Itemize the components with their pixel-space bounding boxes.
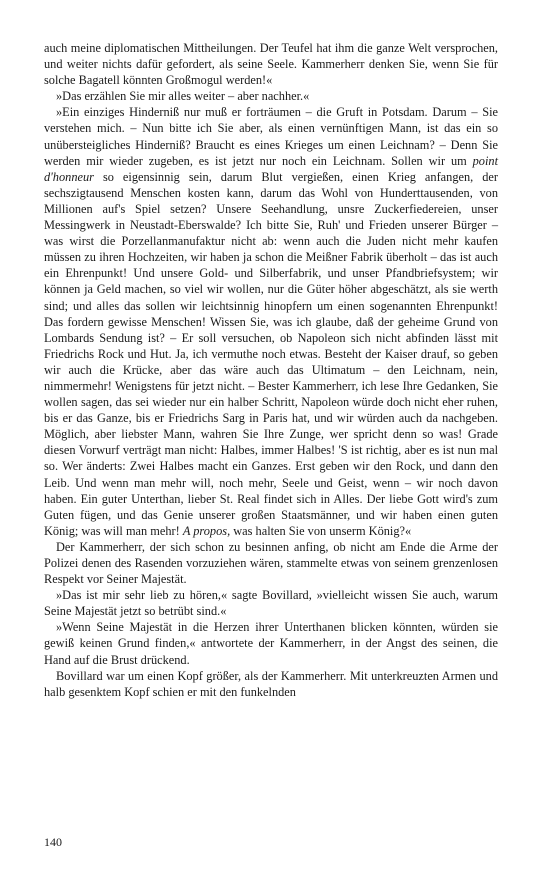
paragraph xyxy=(44,104,498,539)
body-text xyxy=(44,40,498,700)
text-run: Bovillard war um einen Kopf größer, als der Kammerherr. Mit unterkreuzten Armen und halb gesenktem Kopf schien er mit den funkelnden xyxy=(44,668,498,699)
text-run: so eigensinnig sein, darum Blut vergießen, einen Krieg anfangen, der sechszigtausend Menschen kosten kann, darum das Wohl von Hunderttausenden, von Millionen auf's Spiel setzen? Unsere Seehandlung, unsre Zuckerfiedereien, unser Messingwerk in Neustadt-Eberswalde? Ich bitte Sie, Ruh' und Frieden unserer Bürger – was wirst die Porzellanmanufaktur nicht ab: wenn auch die Juden nicht mehr kaufen müssen zu ihren Hochzeiten, wir haben ja schon die Meißner Fabrik überholt – das ist auch ein Ehrenpunkt! Und unsere Gold- und Silberfabrik, und unser Pfandbriefsystem; wir können ja Geld machen, so viel wir wollen, nur die Güter höher abgeschätzt, als sie werth sind; und alles das sollen wir leichtsinnig hinopfern um einen sogenannten Ehrenpunkt! Das fordern gewisse Menschen! Wissen Sie, was ich glaube, daß der geheime Grund von Lombards Sendung ist? – Er soll versuchen, ob Napoleon sich nicht abfinden lässt mit Friedrichs Rock und Hut. Ja, ich vermuthe noch etwas. Besteht der Kaiser drauf, so geben wir auch die Krücke, aber das wäre auch das Ultimatum – den Leichnam, nein, nimmermehr! Wenigstens für jetzt nicht. – Bester Kammerherr, ich lese Ihre Gedanken, Sie wollen sagen, das sei wieder nur ein halber Schritt, Napoleon würde doch nicht eher ruhen, bis er das Ganze, bis er Friedrichs Sarg in Paris hat, und wir würden auch da nachgeben. Möglich, aber liebster Mann, wahren Sie Ihre Zunge, wer spricht denn so was! Grade diesen Vorwurf verträgt man nicht: Halbes, immer Halbes! 'S ist richtig, aber es ist nun mal so. Wer änderts: Zwei Halbes macht ein Ganzes. Erst geben wir den Rock, und dann den Leib. Und wenn man mehr will, noch mehr, Seele und Geist, wenn – wir noch davon haben. Ein guter Unterthan, lieber St. Real findet sich in Alles. Der liebe Gott wird's zum Guten fügen, und das Genie unserer großen Staatsmänner, und wir haben einen guten König; was will man mehr! xyxy=(44,169,498,538)
text-run: »Das ist mir sehr lieb zu hören,« sagte Bovillard, »vielleicht wissen Sie auch, warum Seine Majestät jetzt so betrübt sind.« xyxy=(44,588,498,619)
text-run: »Das erzählen Sie mir alles weiter – aber nachher.« xyxy=(56,89,310,104)
paragraph xyxy=(44,40,498,88)
italic-phrase: A propos, xyxy=(182,523,231,538)
paragraph xyxy=(44,668,498,700)
italic-phrase: point d'honneur xyxy=(44,153,498,184)
text-run: »Ein einziges Hinderniß nur muß er forträumen – die Gruft in Potsdam. Darum – Sie verstehen mich. – Nun bitte ich Sie aber, als einen vernünftigen Mann, ist das ein so unübersteigliches Hinderniß? Braucht es eines Krieges um einen Leichnam? – Denn Sie werden mir wieder zugeben, es ist jetzt nur noch ein Leichnam. Sollen wir um xyxy=(44,105,498,168)
paragraph xyxy=(44,88,498,104)
text-run: was halten Sie von unserm König?« xyxy=(230,523,412,538)
text-run: »Wenn Seine Majestät in die Herzen ihrer Unterthanen blicken könnten, würden sie gewiß keinen Grund finden,« antwortete der Kammerherr, in der Angst des seinen, die Hand auf die Brust drückend. xyxy=(44,620,498,667)
text-run: auch meine diplomatischen Mittheilungen. Der Teufel hat ihm die ganze Welt versprochen, und weiter nichts dafür gefordert, als seine Seele. Kammerherr denken Sie, wenn Sie für solche Bagatell könnten Großmogul werden!« xyxy=(44,41,498,88)
page-number: 140 xyxy=(44,835,62,849)
paragraph xyxy=(44,619,498,667)
paragraph xyxy=(44,587,498,619)
text-run: Der Kammerherr, der sich schon zu besinnen anfing, ob nicht am Ende die Arme der Polizei denen des Rasenden vorzuziehen wären, stammelte etwas von seinem grenzenlosen Respekt vor Seiner Majestät. xyxy=(44,539,498,587)
paragraph xyxy=(44,539,498,587)
